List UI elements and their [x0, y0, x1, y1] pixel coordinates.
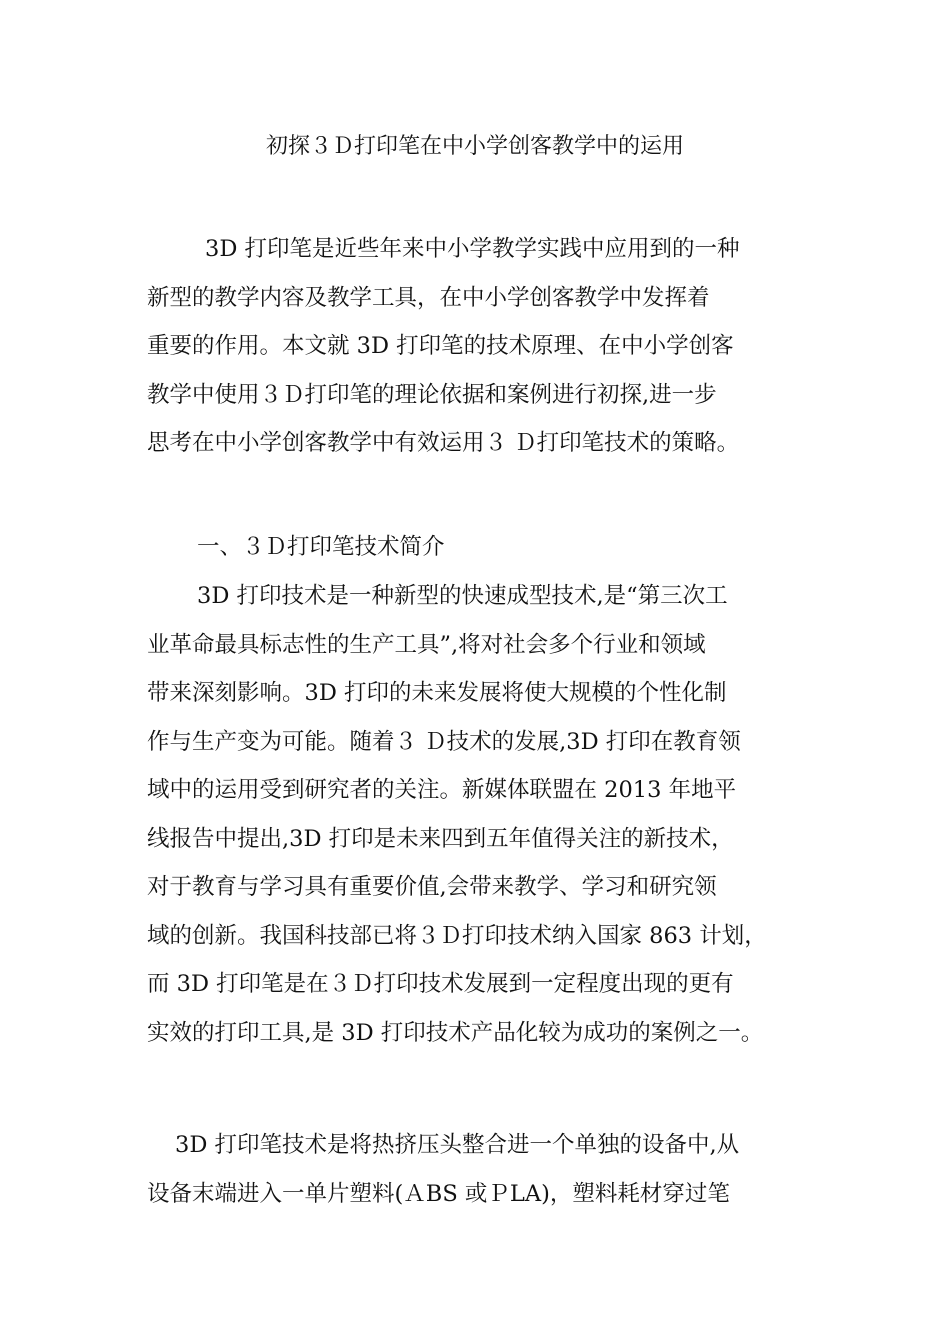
text-line: 重要的作用。本文就 3D 打印笔的技术原理、在中小学创客 [147, 333, 734, 359]
text-line: 带来深刻影响。3D 打印的未来发展将使大规模的个性化制 [147, 680, 727, 706]
text-line: 业革命最具标志性的生产工具”,将对社会多个行业和领域 [147, 631, 706, 658]
section2-paragraph [147, 1121, 837, 1218]
document-title: 初探３Ｄ打印笔在中小学创客教学中的运用 [265, 134, 684, 159]
section1-paragraph [147, 572, 837, 1057]
text-line: 而 3D 打印笔是在３Ｄ打印技术发展到一定程度出现的更有 [147, 971, 734, 997]
section-heading-text: 一、３Ｄ打印笔技术简介 [197, 534, 445, 560]
text-line: 作与生产变为可能。随着３ Ｄ技术的发展,3D 打印在教育领 [147, 728, 741, 755]
text-line: 域中的运用受到研究者的关注。新媒体联盟在 2013 年地平 [147, 777, 737, 803]
text-line: 3D 打印笔技术是将热挤压头整合进一个单独的设备中,从 [175, 1132, 740, 1158]
text-line: 线报告中提出,3D 打印是未来四到五年值得关注的新技术， [147, 825, 734, 852]
text-line: 设备末端进入一单片塑料(ＡBS 或ＰLA)，塑料耗材穿过笔 [147, 1180, 730, 1207]
text-line: 3D 打印笔是近些年来中小学教学实践中应用到的一种 [205, 236, 740, 262]
section-heading [147, 523, 837, 572]
text-line: 实效的打印工具,是 3D 打印技术产品化较为成功的案例之一。 [147, 1019, 764, 1046]
text-line: 对于教育与学习具有重要价值,会带来教学、学习和研究领 [147, 874, 717, 900]
text-line: 教学中使用３Ｄ打印笔的理论依据和案例进行初探,进一步 [147, 381, 717, 408]
abstract-paragraph [147, 225, 837, 468]
text-line: 域的创新。我国科技部已将３Ｄ打印技术纳入国家 863 计划， [147, 922, 767, 949]
text-line: 3D 打印技术是一种新型的快速成型技术,是“第三次工 [197, 583, 728, 609]
text-line: 新型的教学内容及教学工具，在中小学创客教学中发挥着 [147, 284, 710, 311]
text-line: 思考在中小学创客教学中有效运用３ Ｄ打印笔技术的策略。 [147, 430, 740, 456]
